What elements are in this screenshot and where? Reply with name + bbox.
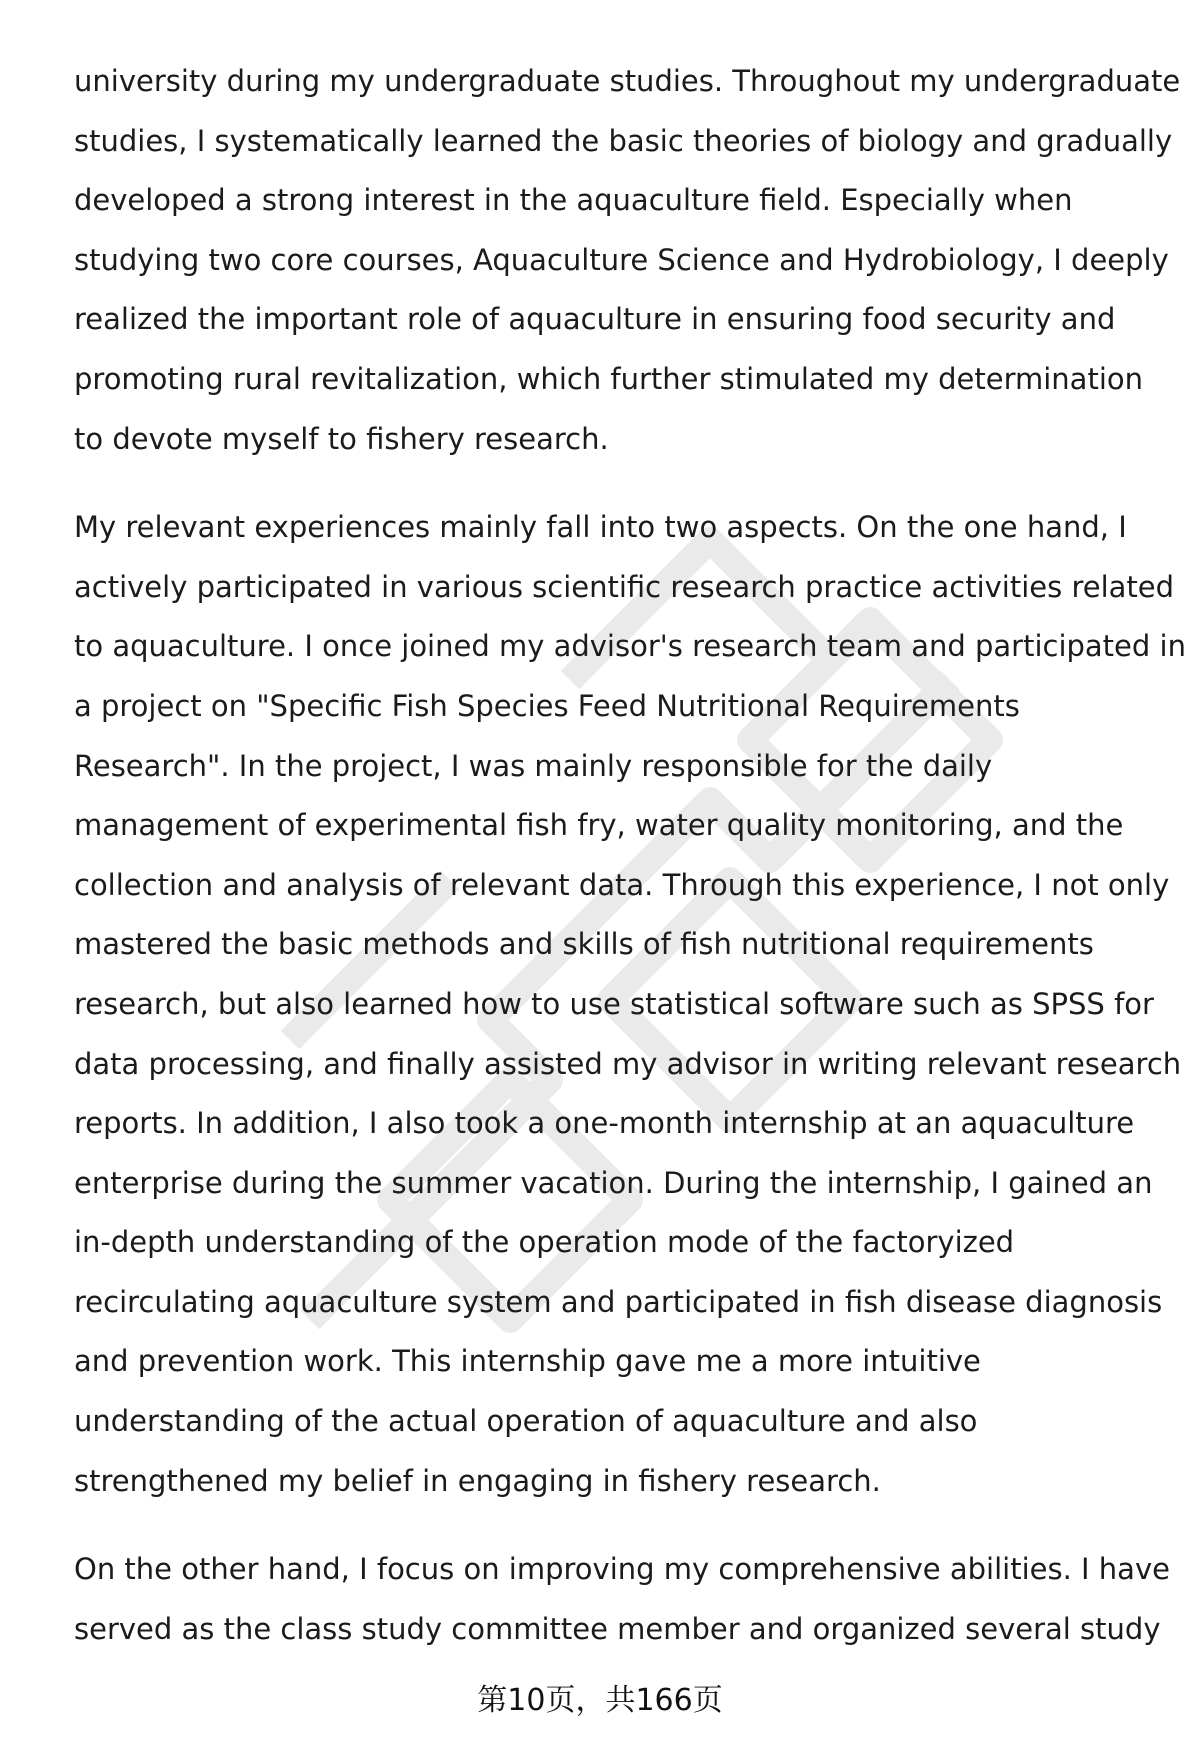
- page-number-footer: 第10页，共166页: [477, 1683, 723, 1718]
- text-line: a project on "Specific Fish Species Feed Nutritional Requirements: [74, 688, 1020, 723]
- text-line: in-depth understanding of the operation mode of the factoryized: [74, 1225, 1015, 1260]
- text-line: enterprise during the summer vacation. During the internship, I gained an: [74, 1165, 1153, 1200]
- text-line: university during my undergraduate studies. Throughout my undergraduate: [74, 64, 1181, 98]
- text-line: management of experimental fish fry, water quality monitoring, and the: [74, 808, 1124, 843]
- text-line: collection and analysis of relevant data. Through this experience, I not only: [74, 867, 1170, 902]
- paragraph-3: [74, 1540, 1170, 1659]
- text-line: Research". In the project, I was mainly responsible for the daily: [74, 748, 993, 783]
- text-line: On the other hand, I focus on improving my comprehensive abilities. I have: [74, 1552, 1170, 1587]
- paragraph-2: [74, 498, 1186, 1511]
- text-line: to devote myself to fishery research.: [74, 421, 609, 456]
- text-line: promoting rural revitalization, which further stimulated my determination: [74, 361, 1144, 396]
- text-line: mastered the basic methods and skills of fish nutritional requirements: [74, 927, 1094, 962]
- text-line: developed a strong interest in the aquaculture field. Especially when: [74, 183, 1073, 218]
- text-line: studies, I systematically learned the basic theories of biology and gradually: [74, 123, 1173, 158]
- document-body: [74, 52, 1186, 1659]
- text-line: strengthened my belief in engaging in fishery research.: [74, 1463, 881, 1498]
- text-line: reports. In addition, I also took a one-month internship at an aquaculture: [74, 1106, 1135, 1141]
- text-line: research, but also learned how to use statistical software such as SPSS for: [74, 986, 1154, 1021]
- text-line: My relevant experiences mainly fall into two aspects. On the one hand, I: [74, 510, 1127, 545]
- text-line: recirculating aquaculture system and participated in fish disease diagnosis: [74, 1284, 1163, 1319]
- text-line: realized the important role of aquaculture in ensuring food security and: [74, 302, 1116, 337]
- text-line: understanding of the actual operation of aquaculture and also: [74, 1404, 978, 1439]
- text-line: studying two core courses, Aquaculture Science and Hydrobiology, I deeply: [74, 242, 1169, 277]
- text-line: to aquaculture. I once joined my advisor's research team and participated in: [74, 629, 1186, 664]
- text-line: actively participated in various scientific research practice activities related: [74, 569, 1175, 604]
- paragraph-1: [74, 52, 1181, 469]
- text-line: served as the class study committee member and organized several study: [74, 1611, 1161, 1646]
- text-line: data processing, and finally assisted my advisor in writing relevant research: [74, 1046, 1182, 1081]
- text-line: and prevention work. This internship gave me a more intuitive: [74, 1344, 981, 1379]
